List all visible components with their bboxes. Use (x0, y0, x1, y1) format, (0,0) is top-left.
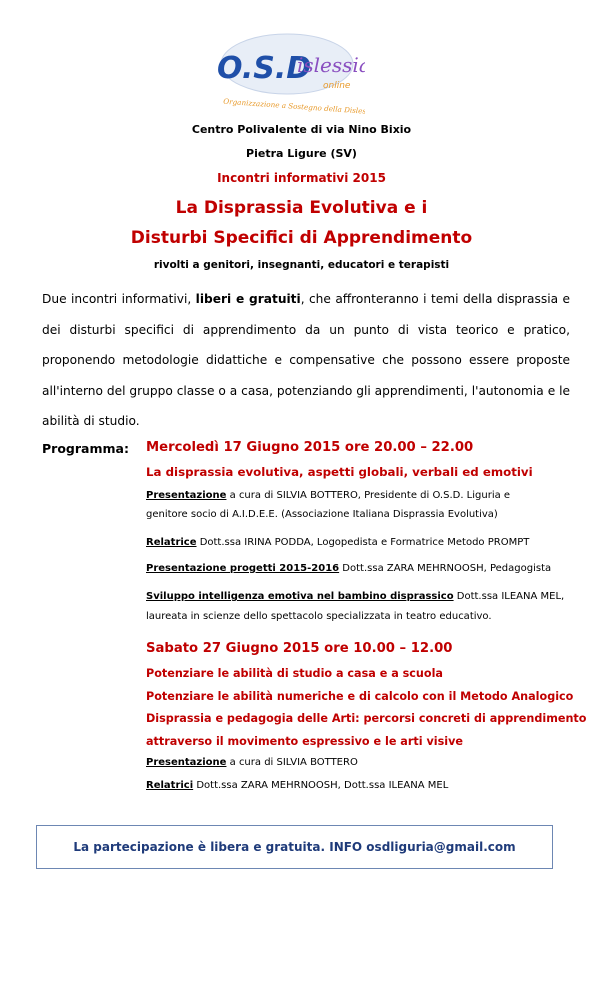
item-text: a cura di SILVIA BOTTERO (226, 757, 358, 768)
logo-online-text: online (323, 81, 351, 91)
info-text: La partecipazione è libera e gratuita. INFO osdliguria@gmail.com (73, 840, 516, 854)
event1-item-cont: laureata in scienze dello spettacolo specializzata in teatro educativo. (146, 611, 492, 622)
event1-theme: La disprassia evolutiva, aspetti globali, verbali ed emotivi (146, 465, 533, 479)
item-heading: Relatrici (146, 780, 194, 791)
item-text: Dott.ssa ZARA MEHRNOOSH, Dott.ssa ILEANA MEL (193, 780, 449, 791)
event2-item (146, 780, 448, 791)
intro-bold: liberi e gratuiti (195, 292, 301, 306)
item-text: a cura di SILVIA BOTTERO, Presidente di O.S.D. Liguria e (226, 490, 511, 501)
item-text: Dott.ssa IRINA PODDA, Logopedista e Formatrice Metodo PROMPT (196, 537, 530, 548)
event1-date: Mercoledì 17 Giugno 2015 ore 20.00 – 22.00 (146, 440, 474, 455)
item-heading: Presentazione (146, 490, 227, 501)
item-heading: Presentazione (146, 757, 227, 768)
event1-item (146, 537, 529, 548)
event2-date: Sabato 27 Giugno 2015 ore 10.00 – 12.00 (146, 641, 453, 656)
city-line: Pietra Ligure (SV) (246, 147, 357, 160)
event2-theme-2: Potenziare le abilità numeriche e di calcolo con il Metodo Analogico (146, 690, 574, 703)
logo-tagline: Organizzazione a Sostegno della Dislessia (223, 96, 365, 117)
intro-before: Due incontri informativi, (42, 292, 196, 306)
series-line: Incontri informativi 2015 (217, 171, 386, 185)
item-heading: Presentazione progetti 2015-2016 (146, 563, 340, 574)
item-text: Dott.ssa ZARA MEHRNOOSH, Pedagogista (339, 563, 552, 574)
event2-theme-4: attraverso il movimento espressivo e le arti visive (146, 735, 463, 748)
venue-line: Centro Polivalente di via Nino Bixio (191, 123, 412, 136)
item-heading: Sviluppo intelligenza emotiva nel bambino disprassico (146, 591, 454, 602)
osd-logo (205, 22, 365, 122)
event1-item-cont: genitore socio di A.I.D.E.E. (Associazione Italiana Disprassia Evolutiva) (146, 509, 498, 520)
event2-item (146, 757, 358, 768)
item-text: Dott.ssa ILEANA MEL, (453, 591, 565, 602)
event2-theme-3: Disprassia e pedagogia delle Arti: percorsi concreti di apprendimento (146, 712, 587, 725)
intro-after: , che affronteranno i temi della disprassia e dei disturbi specifici di apprendimento da un punto di vista teorico e pratico, proponendo metodologie didattiche e compensative che possono essere proposte all'interno del gruppo classe o a casa, potenziando gli apprendimenti, l'autonomia e le abilità di studio. (42, 292, 570, 428)
item-heading: Relatrice (146, 537, 197, 548)
logo-main-text: O.S.D (217, 51, 312, 86)
intro-paragraph (42, 284, 570, 437)
event1-item (146, 563, 551, 574)
event1-item (146, 591, 564, 602)
audience-line: rivolti a genitori, insegnanti, educatori e terapisti (153, 259, 450, 271)
event1-item (146, 490, 510, 501)
title-line-2: Disturbi Specifici di Apprendimento (130, 228, 473, 248)
info-box (36, 825, 553, 869)
program-label: Programma: (42, 441, 129, 456)
title-line-1: La Disprassia Evolutiva e i (175, 198, 428, 218)
logo-script-text: islessia (297, 53, 365, 77)
event2-theme-1: Potenziare le abilità di studio a casa e a scuola (146, 667, 443, 680)
